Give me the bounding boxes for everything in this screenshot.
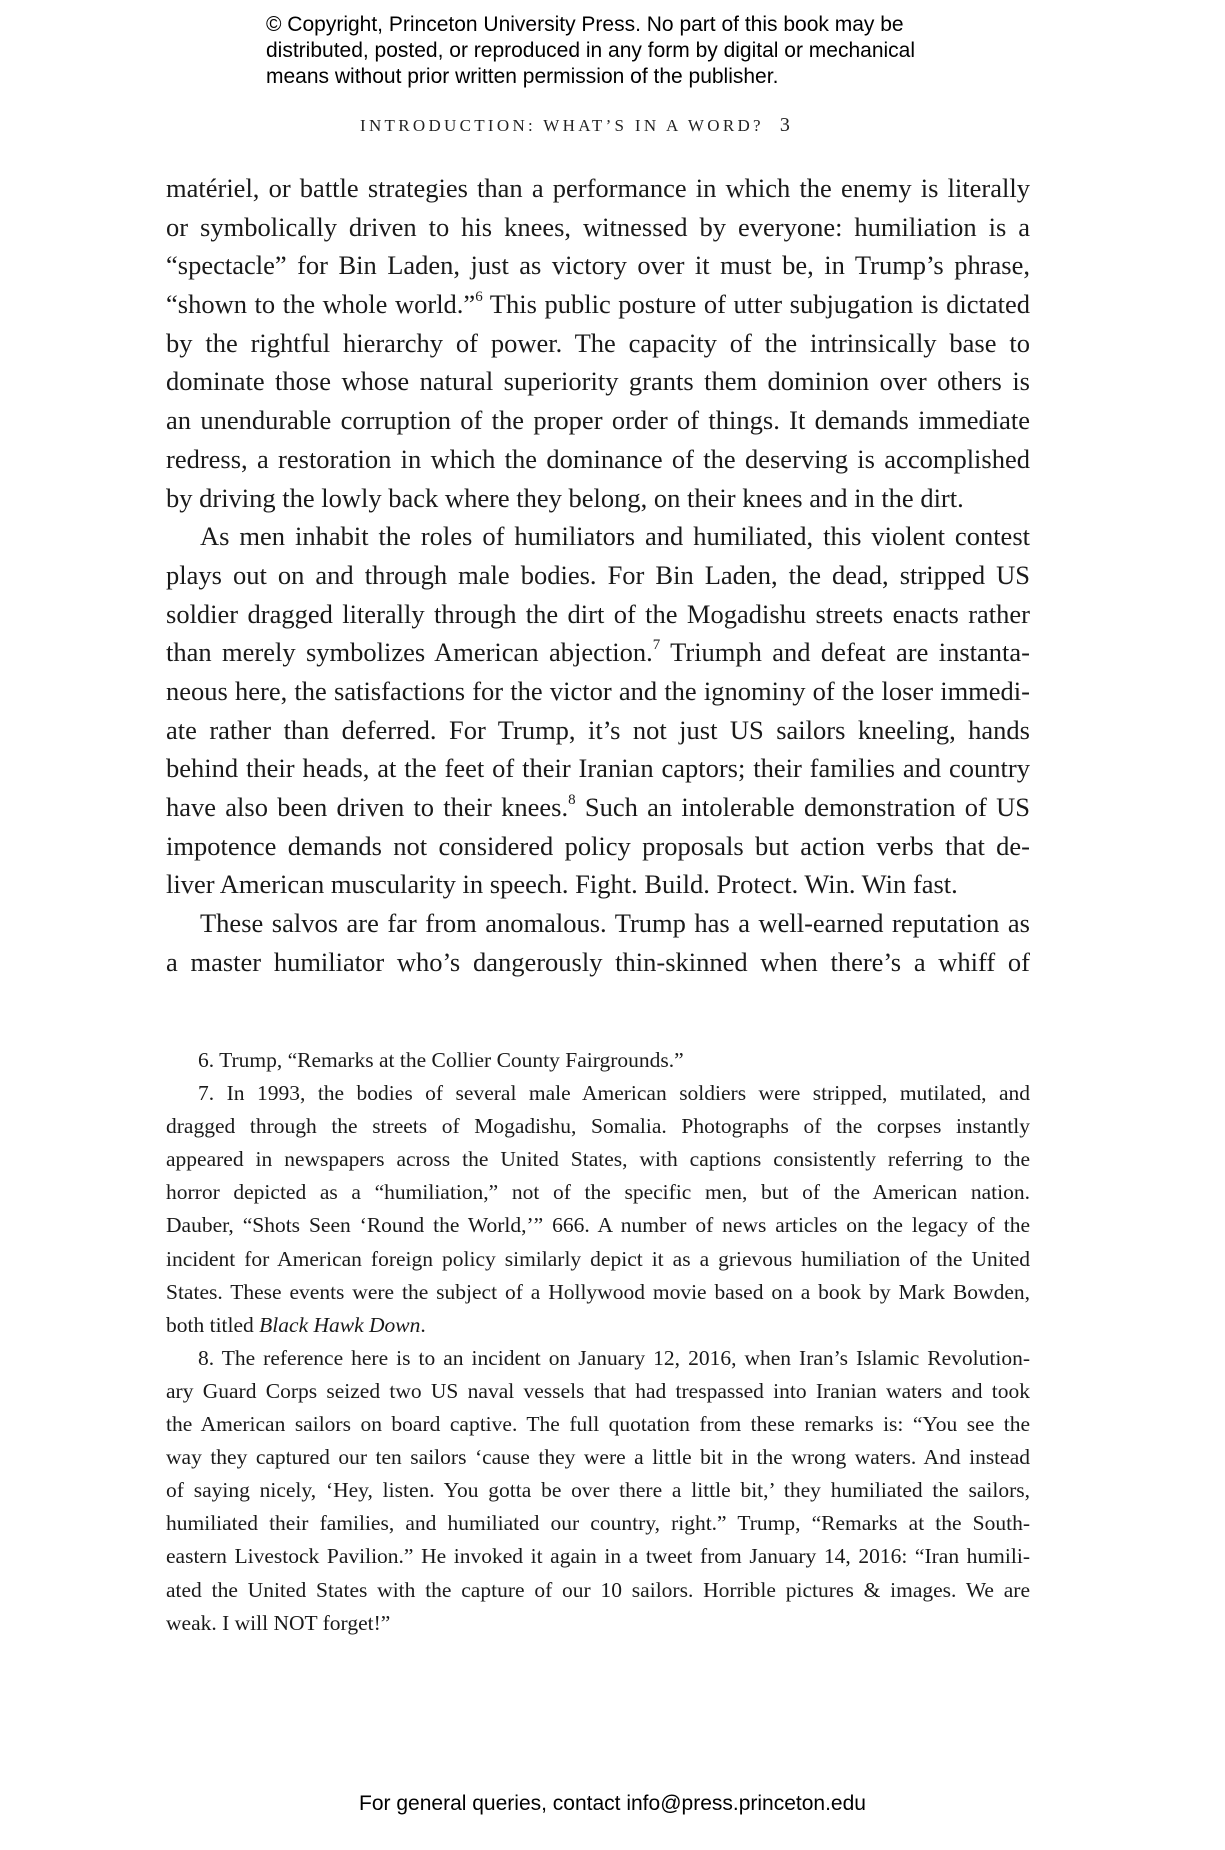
footnote-line: 7. In 1993, the bodies of several male American soldiers were stripped, mutilated, and (198, 1081, 1030, 1106)
body-line (166, 633, 1030, 672)
body-line: behind their heads, at the feet of their Iranian captors; their families and country (166, 753, 1030, 784)
body-line-part: have also been driven to their knees. (166, 792, 569, 822)
footnote-line: incident for American foreign policy similarly depict it as a grievous humiliation of the United (166, 1246, 1030, 1271)
note-reference: 8 (568, 792, 576, 809)
body-line: soldier dragged literally through the dirt of the Mogadishu streets enacts rather (166, 598, 1030, 629)
page-number: 3 (779, 114, 790, 136)
copyright-line: © Copyright, Princeton University Press. No part of this book may be (266, 13, 904, 36)
footnote-line: of saying nicely, ‘Hey, listen. You gotta be over there a little bit,’ they humiliated the sailors, (166, 1478, 1030, 1503)
body-line: liver American muscularity in speech. Fight. Build. Protect. Win. Win fast. (166, 869, 958, 900)
copyright-line: means without prior written permission of the publisher. (266, 65, 779, 88)
footnote-line: 8. The reference here is to an incident on January 12, 2016, when Iran’s Islamic Revolution- (198, 1345, 1030, 1370)
body-line: matériel, or battle strategies than a performance in which the enemy is literally (166, 173, 1030, 203)
body-text (166, 169, 1030, 981)
footnotes (166, 1044, 1030, 1640)
body-line (166, 285, 1030, 324)
footnote-line: ary Guard Corps seized two US naval vessels that had trespassed into Iranian waters and took (166, 1378, 1030, 1403)
body-line: an unendurable corruption of the proper order of things. It demands immediate (166, 405, 1030, 436)
body-line-part: than merely symbolizes American abjection. (166, 637, 653, 668)
footnote-line: States. These events were the subject of a Hollywood movie based on a book by Mark Bowden, (166, 1279, 1030, 1304)
body-line: redress, a restoration in which the dominance of the deserving is accomplished (166, 443, 1030, 474)
copyright-line: distributed, posted, or reproduced in any form by digital or mechanical (266, 39, 916, 62)
body-line-part: Triumph and defeat are instanta- (670, 637, 1030, 668)
footnote-line: eastern Livestock Pavilion.” He invoked it again in a tweet from January 14, 2016: “Iran humili- (166, 1544, 1030, 1569)
footnote-line-part: . (420, 1312, 426, 1337)
body-line: As men inhabit the roles of humiliators and humiliated, this violent contest (200, 521, 1030, 552)
body-line: These salvos are far from anomalous. Trump has a well-earned reputation as (200, 908, 1030, 939)
footnote-line (166, 1309, 1030, 1342)
footnote-line: ated the United States with the capture of our 10 sailors. Horrible pictures & images. We are (166, 1577, 1030, 1602)
note-reference: 7 (652, 637, 661, 654)
body-line: a master humiliator who’s dangerously thin-skinned when there’s a whiff of (166, 946, 1030, 977)
body-line: or symbolically driven to his knees, witnessed by everyone: humiliation is a (166, 211, 1030, 242)
footnote-line: appeared in newspapers across the United States, with captions consistently referring to the (166, 1147, 1030, 1172)
copyright-notice (266, 12, 1026, 90)
footnote-line: horror depicted as a “humiliation,” not of the specific men, but of the American nation. (166, 1180, 1030, 1205)
footnote-line: Dauber, “Shots Seen ‘Round the World,’” 666. A number of news articles on the legacy of the (166, 1213, 1030, 1238)
running-head (360, 114, 920, 137)
footer-contact: For general queries, contact info@press.princeton.edu (359, 1792, 866, 1815)
footnote-line-part: both titled (166, 1312, 260, 1337)
body-line: neous here, the satisfactions for the victor and the ignominy of the loser immedi- (166, 675, 1030, 706)
body-line: ate rather than deferred. For Trump, it’s not just US sailors kneeling, hands (166, 714, 1030, 745)
footnote-line: weak. I will NOT forget!” (166, 1610, 391, 1635)
body-line: by the rightful hierarchy of power. The capacity of the intrinsically base to (166, 327, 1030, 358)
body-line: “spectacle” for Bin Laden, just as victory over it must be, in Trump’s phrase, (166, 250, 1030, 281)
footnote-line: the American sailors on board captive. The full quotation from these remarks is: “You see the (166, 1412, 1030, 1437)
book-title: Black Hawk Down (259, 1312, 421, 1337)
body-line: impotence demands not considered policy proposals but action verbs that de- (166, 830, 1030, 861)
body-line (166, 788, 1030, 827)
footnote-line: 6. Trump, “Remarks at the Collier County Fairgrounds.” (198, 1048, 684, 1072)
body-line: dominate those whose natural superiority grants them dominion over others is (166, 366, 1030, 397)
footnote-line: humiliated their families, and humiliated our country, right.” Trump, “Remarks at the South- (166, 1511, 1030, 1536)
body-line: plays out on and through male bodies. For Bin Laden, the dead, stripped US (166, 559, 1030, 590)
body-line-part: “shown to the whole world.” (166, 289, 476, 320)
note-reference: 6 (475, 289, 483, 306)
footnote-line: way they captured our ten sailors ‘cause they were a little bit in the wrong waters. And instead (166, 1445, 1030, 1470)
body-line: by driving the lowly back where they belong, on their knees and in the dirt. (166, 482, 964, 513)
chapter-title: INTRODUCTION: WHAT’S IN A WORD? (360, 116, 764, 135)
footnote-line: dragged through the streets of Mogadishu, Somalia. Photographs of the corpses instantly (166, 1114, 1030, 1139)
body-line-part: This public posture of utter subjugation is dictated (489, 289, 1030, 320)
body-line-part: Such an intolerable demonstration of US (584, 792, 1031, 822)
